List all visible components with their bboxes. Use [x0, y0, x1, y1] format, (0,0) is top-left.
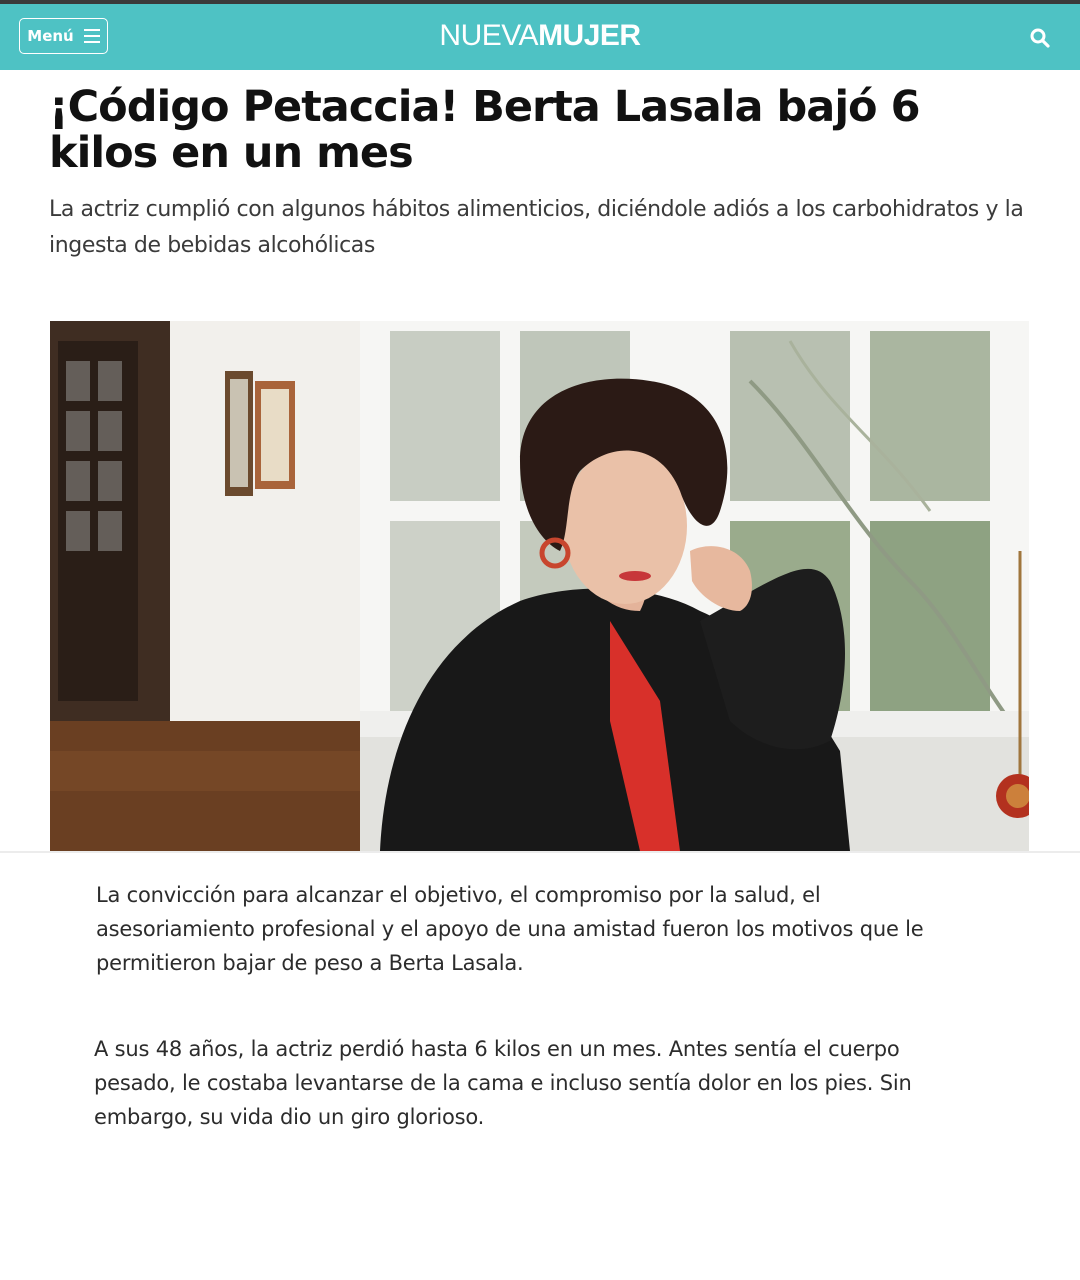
logo-text-bold: MUJER	[538, 19, 641, 52]
search-icon[interactable]	[1030, 28, 1050, 48]
article-subtitle: La actriz cumplió con algunos hábitos alimenticios, diciéndole adiós a los carbohidratos y la ingesta de bebidas alcohólicas	[49, 197, 1024, 258]
site-header	[0, 4, 1080, 70]
article-title: ¡Código Petaccia! Berta Lasala bajó 6 kilos en un mes	[49, 82, 920, 178]
article-photo	[50, 321, 1029, 851]
article-paragraph: A sus 48 años, la actriz perdió hasta 6 kilos en un mes. Antes sentía el cuerpo pesado, le costaba levantarse de la cama e incluso sentía dolor en los pies. Sin embargo, su vida dio un giro glorioso.	[94, 1037, 912, 1129]
logo-text-light: NUEVA	[439, 19, 539, 52]
article-paragraph: La convicción para alcanzar el objetivo, el compromiso por la salud, el asesoriamiento profesional y el apoyo de una amistad fueron los motivos que le permitieron bajar de peso a Berta Lasala.	[96, 883, 924, 975]
photo-illustration	[50, 321, 1029, 851]
site-logo[interactable]	[0, 19, 1080, 53]
menu-label: Menú	[27, 27, 74, 45]
section-divider	[0, 851, 1080, 853]
